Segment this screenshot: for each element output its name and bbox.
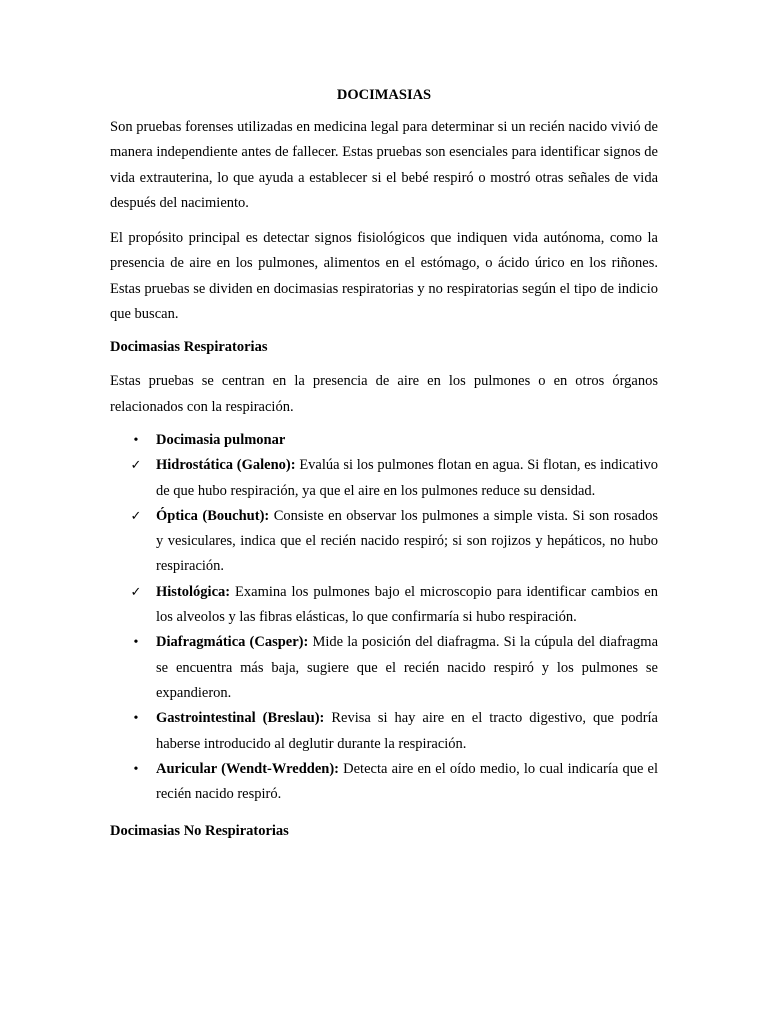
item-text: Detecta aire en el oído medio, lo cual indicaría que el recién nacido respiró. xyxy=(156,760,658,803)
item-label: Auricular (Wendt-Wredden): xyxy=(156,760,339,777)
respiratory-intro: Estas pruebas se centran en la presencia de aire en los pulmones o en otros órganos relacionados con la respiración. xyxy=(110,373,658,415)
document-page xyxy=(110,85,658,841)
item-text: Mide la posición del diafragma. Si la cúpula del diafragma se encuentra más baja, sugiere que el recién nacido respiró y los pulmones se expandieron. xyxy=(156,634,659,701)
item-text: Examina los pulmones bajo el microscopio para identificar cambios en los alveolos y las fibras elásticas, lo que confirmaría si hubo respiración. xyxy=(156,583,658,626)
list-item xyxy=(110,453,658,504)
bullet-icon: • xyxy=(133,635,139,651)
list-item xyxy=(110,580,658,631)
item-label: Hidrostática (Galeno): xyxy=(156,457,296,474)
bullet-icon: • xyxy=(133,711,139,727)
item-text: Consiste en observar los pulmones a simple vista. Si son rosados y vesiculares, indica que el recién nacido respiró; si son rojizos y hepáticos, no hubo respiración. xyxy=(156,507,659,575)
checkmark-icon: ✓ xyxy=(130,584,142,600)
list-item xyxy=(110,757,658,808)
item-label: Diafragmática (Casper): xyxy=(156,634,309,651)
purpose-paragraph: El propósito principal es detectar signos fisiológicos que indiquen vida autónoma, como la presencia de aire en los pulmones, alimentos en el estómago, o ácido úrico en los riñones. Estas pruebas se dividen en docimasias respiratorias y no respiratorias según el tipo de indicio que buscan. xyxy=(110,230,658,323)
item-text: Revisa si hay aire en el tracto digestivo, que podría haberse introducido al deglutir durante la respiración. xyxy=(156,710,658,752)
list-item xyxy=(110,706,658,757)
item-label: Histológica: xyxy=(156,583,231,600)
bullet-icon: • xyxy=(133,432,139,448)
intro-paragraph: Son pruebas forenses utilizadas en medicina legal para determinar si un recién nacido vivió de manera independiente antes de fallecer. Estas pruebas son esenciales para identificar signos de vida extrauterina, lo que ayuda a establecer si el bebé respiró o mostró otras señales de vida después del nacimiento. xyxy=(110,119,658,211)
document-title: DOCIMASIAS xyxy=(336,87,432,103)
respiratory-list xyxy=(110,428,658,807)
checkmark-icon: ✓ xyxy=(130,458,142,474)
item-label: Docimasia pulmonar xyxy=(156,431,286,448)
section-heading-non-respiratory: Docimasias No Respiratorias xyxy=(110,823,289,840)
checkmark-icon: ✓ xyxy=(130,508,142,524)
item-label: Óptica (Bouchut): xyxy=(156,507,270,524)
item-text: Evalúa si los pulmones flotan en agua. Si flotan, es indicativo de que hubo respiración, ya que el aire en los pulmones reduce su densidad. xyxy=(156,457,659,499)
item-label: Gastrointestinal (Breslau): xyxy=(156,710,325,727)
list-item xyxy=(110,630,658,706)
section-heading-respiratory: Docimasias Respiratorias xyxy=(110,339,268,356)
bullet-icon: • xyxy=(133,761,139,777)
list-item xyxy=(110,504,658,580)
list-item xyxy=(110,428,658,453)
